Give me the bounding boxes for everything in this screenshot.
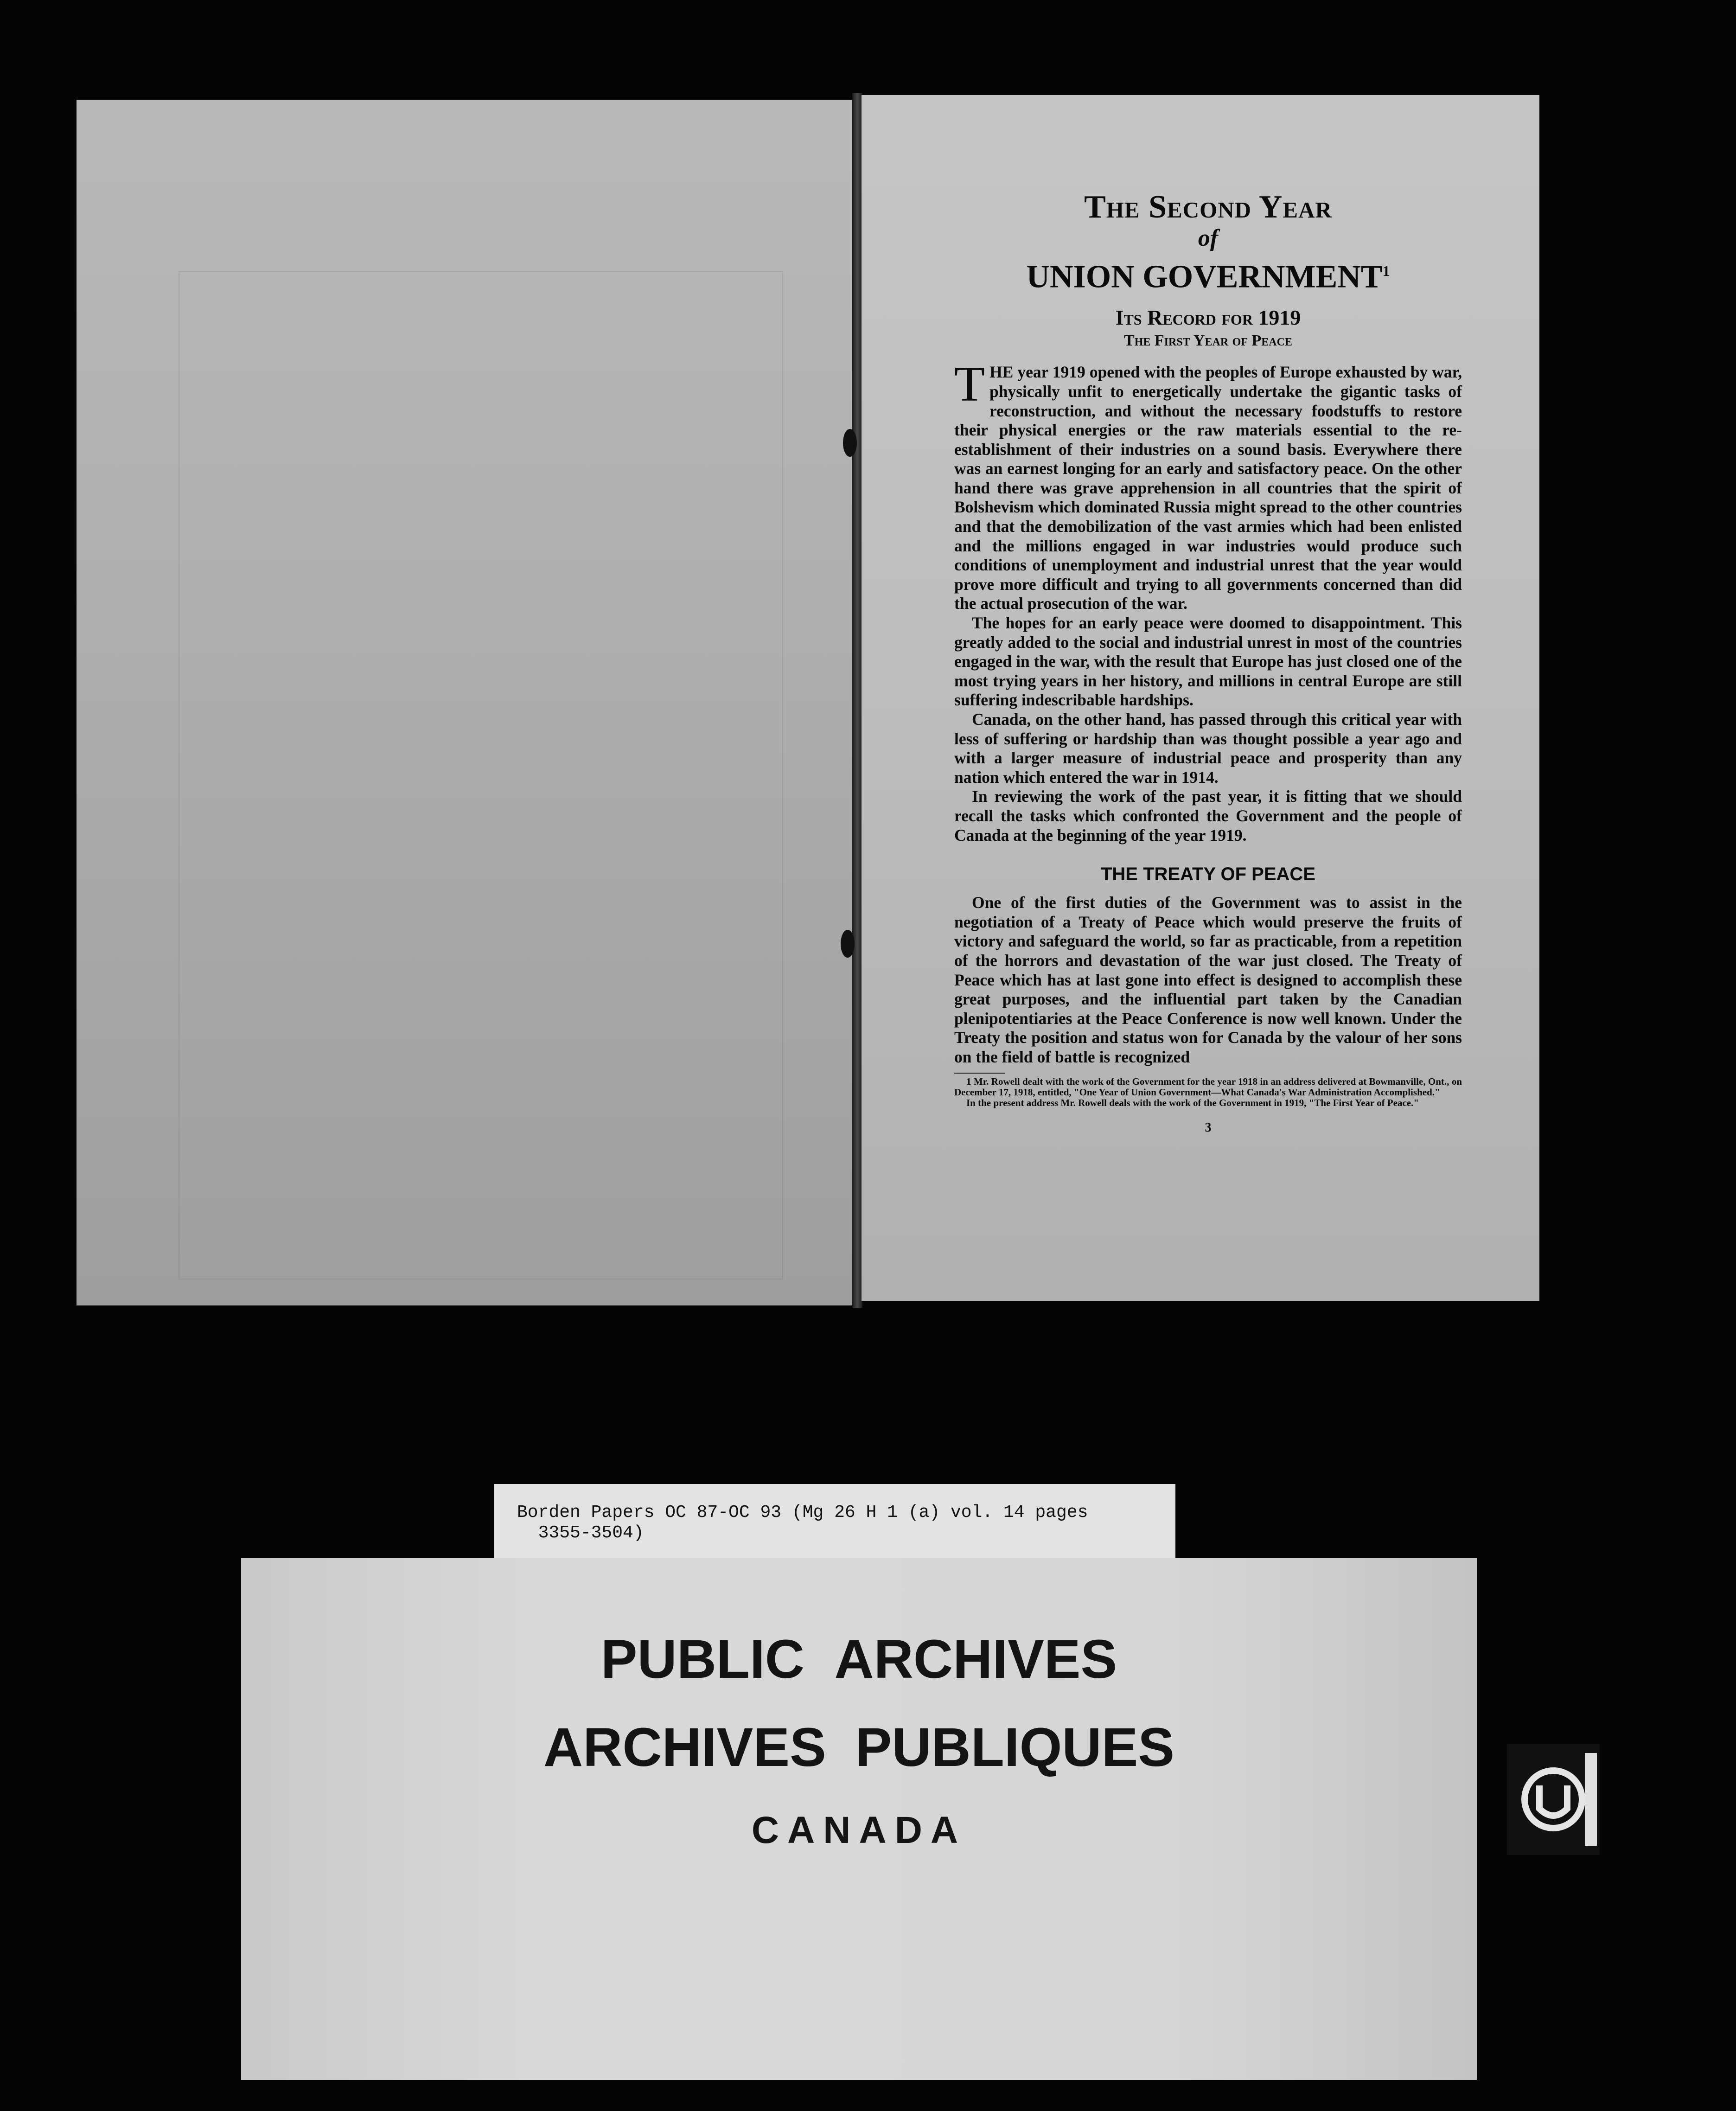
paragraph-1	[954, 357, 1462, 614]
microfilm-logo-icon	[1507, 1744, 1600, 1855]
blank-left-page	[77, 100, 855, 1305]
footnote-2: In the present address Mr. Rowell deals with the work of the Government in 1919, "The First Year of Peace."	[966, 1097, 1419, 1108]
page-tear-mark	[841, 930, 855, 958]
footnote-rule	[954, 1073, 1005, 1074]
page-show-through-frame	[179, 271, 783, 1279]
section-paragraph: One of the first duties of the Government was to assist in the negotiation of a Treaty of Peace which would preserve the fruits of victory and safeguard the world, so far as practicable, from a repetition of the horrors and devastation of the war just closed. The Treaty of Peace which has at last gone into effect is designed to accomplish these great purposes, and the influential part taken by the Canadian plenipotentiaries at the Peace Conference is now well known. Under the Treaty the position and status won for Canada by the valour of her sons on the field of battle is recognized	[954, 893, 1462, 1066]
paragraph-4: In reviewing the work of the past year, it is fitting that we should recall the tasks which confronted the Government and the people of Canada at the beginning of the year 1919.	[954, 787, 1462, 844]
title-footnote-mark: 1	[1382, 262, 1390, 279]
title-text: UNION GOVERNMENT	[1026, 259, 1383, 295]
page-tear-mark	[843, 429, 857, 457]
archives-line-country: CANADA	[751, 1809, 967, 1851]
reference-line-1: Borden Papers OC 87-OC 93 (Mg 26 H 1 (a) vol. 14 pages	[517, 1503, 1088, 1522]
drop-cap: T	[954, 357, 985, 412]
title-connector: of	[1198, 225, 1219, 251]
reference-text	[517, 1503, 1088, 1543]
section-heading: THE TREATY OF PEACE	[1100, 864, 1315, 885]
subtitle-first-year-of-peace: The First Year of Peace	[1124, 332, 1292, 350]
reference-label	[494, 1484, 1175, 1558]
page-number: 3	[1205, 1120, 1212, 1135]
title-line-1: The Second Year	[1084, 189, 1332, 225]
archives-card	[241, 1558, 1477, 2080]
subtitle-record: Its Record for 1919	[1115, 306, 1301, 330]
paragraph-1-text: HE year 1919 opened with the peoples of Europe exhausted by war, physically unfit to energetically undertake the gigantic tasks of reconstruction, and without the necessary foodstuffs to restore their physical energies or the raw materials essential to the re-establishment of their industries on a sound basis. Everywhere there was an earnest longing for an early and satisfactory peace. On the other hand there was grave apprehension in all countries that the spirit of Bolshevism which dominated Russia might spread to the other countries and that the demobilization of the vast armies which had been enlisted and the millions engaged in war industries would produce such conditions of unemployment and industrial unrest that the year would prove more difficult and trying to all governments concerned than did the actual prosecution of the war.	[954, 363, 1462, 613]
reference-line-2: 3355-3504)	[517, 1523, 644, 1543]
printed-right-page	[862, 95, 1539, 1301]
paragraph-2: The hopes for an early peace were doomed to disappointment. This greatly added to the social and industrial unrest in most of the countries engaged in the war, with the result that Europe has just closed one of the most trying years in her history, and millions in central Europe are still suffering indescribable hardships.	[954, 614, 1462, 710]
paragraph-3: Canada, on the other hand, has passed through this critical year with less of suffering or hardship than was thought possible a year ago and with a larger measure of industrial peace and prosperity than any nation which entered the war in 1914.	[954, 710, 1462, 787]
microfilm-logo-graphic	[1507, 1744, 1600, 1855]
title-line-2	[954, 250, 1462, 298]
document-body	[954, 188, 1462, 1135]
footnote-1: 1 Mr. Rowell dealt with the work of the Government for the year 1918 in an address delivered at Bowmanville, Ont., on December 17, 1918, entitled, "One Year of Union Government—What Canada's War Administration Accomplished."	[954, 1075, 1462, 1098]
book-spine	[852, 93, 862, 1308]
archives-line-english: PUBLIC ARCHIVES	[600, 1629, 1117, 1690]
archives-line-french: ARCHIVES PUBLIQUES	[543, 1717, 1174, 1778]
